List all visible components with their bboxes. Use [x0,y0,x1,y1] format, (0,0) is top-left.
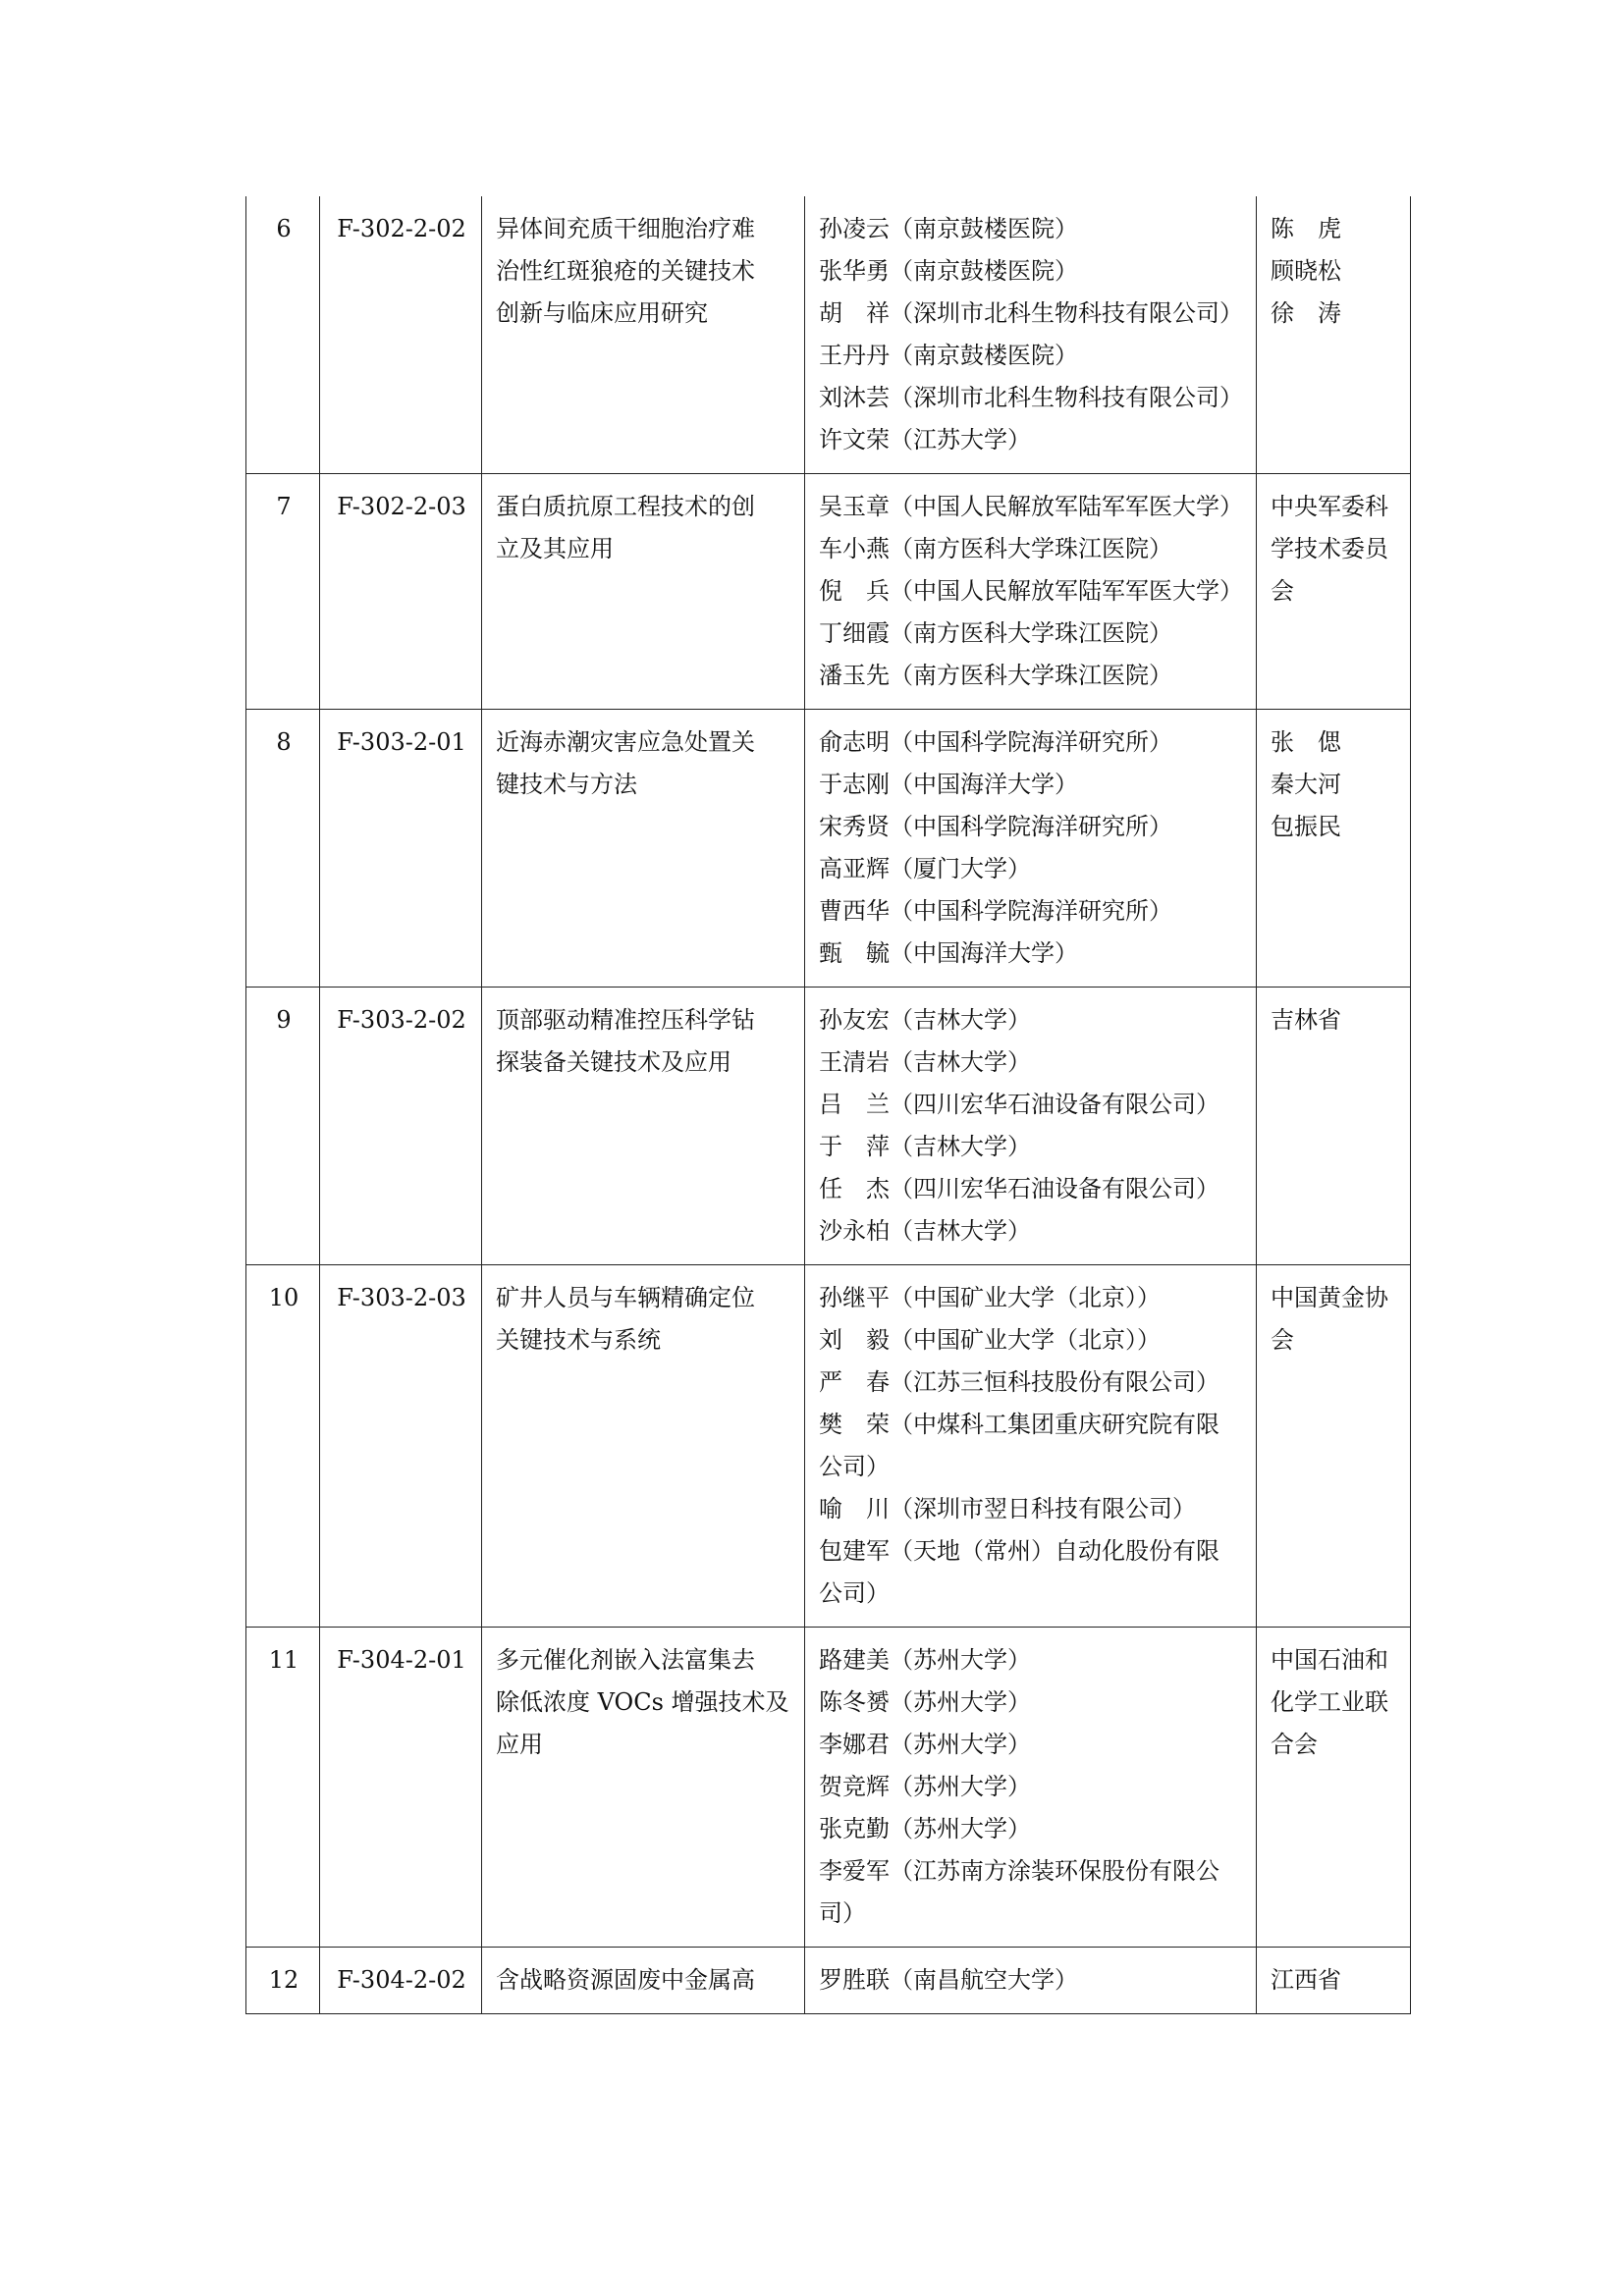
nominator-line: 江西省 [1271,1966,1341,1994]
project-name-line: 键技术与方法 [496,771,637,798]
main-completers [805,988,1257,1265]
completer-line: 李娜君（苏州大学） [819,1731,1031,1758]
completer-line: 王丹丹（南京鼓楼医院） [819,342,1078,369]
nominator [1257,710,1411,988]
completer-line: 车小燕（南方医科大学珠江医院） [819,535,1172,562]
nominator-line: 徐 涛 [1271,299,1341,327]
project-name-line: 矿井人员与车辆精确定位 [496,1284,755,1311]
project-code: F-302-2-03 [320,474,482,710]
completer-line: 俞志明（中国科学院海洋研究所） [819,728,1172,756]
completer-line: 罗胜联（南昌航空大学） [819,1966,1078,1994]
row-number: 7 [246,474,320,710]
completer-line: 陈冬赟（苏州大学） [819,1688,1031,1716]
nominator [1257,474,1411,710]
nominator [1257,196,1411,474]
project-name-line: 治性红斑狼疮的关键技术 [496,257,755,285]
project-name [482,988,805,1265]
project-code: F-304-2-02 [320,1948,482,2014]
row-number: 11 [246,1628,320,1948]
completer-line: 严 春（江苏三恒科技股份有限公司） [819,1368,1219,1396]
completer-line: 孙继平（中国矿业大学（北京）） [819,1284,1161,1311]
completer-line: 丁细霞（南方医科大学珠江医院） [819,619,1172,647]
completer-line: 于志刚（中国海洋大学） [819,771,1078,798]
table-row [246,1265,1411,1628]
main-completers [805,710,1257,988]
completer-line: 于 萍（吉林大学） [819,1133,1031,1160]
project-name-line: 探装备关键技术及应用 [496,1048,731,1076]
completer-line: 司） [819,1899,866,1927]
completer-line: 刘 毅（中国矿业大学（北京）） [819,1326,1161,1354]
project-name-line: 异体间充质干细胞治疗难 [496,215,755,242]
completer-line: 公司） [819,1579,890,1607]
main-completers [805,1628,1257,1948]
project-code: F-303-2-01 [320,710,482,988]
nominator-line: 学技术委员 [1271,535,1388,562]
completer-line: 包建军（天地（常州）自动化股份有限 [819,1537,1219,1565]
nominator [1257,988,1411,1265]
completer-line: 吴玉章（中国人民解放军陆军军医大学） [819,493,1243,520]
row-number: 6 [246,196,320,474]
main-completers [805,1265,1257,1628]
completer-line: 刘沐芸（深圳市北科生物科技有限公司） [819,384,1243,411]
table-row [246,1948,1411,2014]
nominator-line: 中国黄金协 [1271,1284,1388,1311]
project-name-line: 创新与临床应用研究 [496,299,708,327]
nominator-line: 中国石油和 [1271,1646,1388,1674]
project-name-line: 关键技术与系统 [496,1326,661,1354]
table-row [246,710,1411,988]
project-name-line: 应用 [496,1731,543,1758]
completer-line: 李爱军（江苏南方涂装环保股份有限公 [819,1857,1219,1885]
project-name-line: 除低浓度 VOCs 增强技术及 [496,1688,789,1716]
completer-line: 孙友宏（吉林大学） [819,1006,1031,1034]
nominator [1257,1948,1411,2014]
completer-line: 孙凌云（南京鼓楼医院） [819,215,1078,242]
completer-line: 沙永柏（吉林大学） [819,1217,1031,1245]
nominator-line: 顾晓松 [1271,257,1341,285]
nominator-line: 会 [1271,577,1294,605]
nominator-line: 张 偲 [1271,728,1341,756]
completer-line: 潘玉先（南方医科大学珠江医院） [819,662,1172,689]
nominator-line: 陈 虎 [1271,215,1341,242]
project-name-line: 含战略资源固废中金属高 [496,1966,755,1994]
project-name [482,196,805,474]
completer-line: 甄 毓（中国海洋大学） [819,939,1078,967]
project-name-line: 近海赤潮灾害应急处置关 [496,728,755,756]
project-name-line: 蛋白质抗原工程技术的创 [496,493,755,520]
project-name [482,1265,805,1628]
nominator-line: 化学工业联 [1271,1688,1388,1716]
table-row [246,196,1411,474]
project-name-line: 立及其应用 [496,535,614,562]
project-name [482,474,805,710]
project-code: F-303-2-02 [320,988,482,1265]
project-name [482,710,805,988]
table-row [246,474,1411,710]
project-code: F-303-2-03 [320,1265,482,1628]
completer-line: 公司） [819,1453,890,1480]
nominator [1257,1628,1411,1948]
main-completers [805,474,1257,710]
table-body [246,196,1411,2014]
row-number: 9 [246,988,320,1265]
completer-line: 贺竞辉（苏州大学） [819,1773,1031,1800]
main-completers [805,1948,1257,2014]
completer-line: 樊 荣（中煤科工集团重庆研究院有限 [819,1411,1219,1438]
completer-line: 宋秀贤（中国科学院海洋研究所） [819,813,1172,840]
completer-line: 张华勇（南京鼓楼医院） [819,257,1078,285]
main-completers [805,196,1257,474]
completer-line: 胡 祥（深圳市北科生物科技有限公司） [819,299,1243,327]
row-number: 8 [246,710,320,988]
nominator-line: 中央军委科 [1271,493,1388,520]
completer-line: 许文荣（江苏大学） [819,426,1031,454]
nominator-line: 合会 [1271,1731,1318,1758]
nominator-line: 会 [1271,1326,1294,1354]
award-table [245,196,1411,2014]
row-number: 10 [246,1265,320,1628]
row-number: 12 [246,1948,320,2014]
completer-line: 吕 兰（四川宏华石油设备有限公司） [819,1091,1219,1118]
nominator-line: 吉林省 [1271,1006,1341,1034]
completer-line: 任 杰（四川宏华石油设备有限公司） [819,1175,1219,1202]
project-code: F-304-2-01 [320,1628,482,1948]
project-name [482,1628,805,1948]
project-name [482,1948,805,2014]
nominator-line: 包振民 [1271,813,1341,840]
completer-line: 高亚辉（厦门大学） [819,855,1031,882]
table-row [246,988,1411,1265]
project-name-line: 多元催化剂嵌入法富集去 [496,1646,755,1674]
completer-line: 王清岩（吉林大学） [819,1048,1031,1076]
project-name-line: 顶部驱动精准控压科学钻 [496,1006,755,1034]
completer-line: 倪 兵（中国人民解放军陆军军医大学） [819,577,1243,605]
table-row [246,1628,1411,1948]
nominator [1257,1265,1411,1628]
completer-line: 曹西华（中国科学院海洋研究所） [819,897,1172,925]
completer-line: 喻 川（深圳市翌日科技有限公司） [819,1495,1196,1522]
completer-line: 张克勤（苏州大学） [819,1815,1031,1842]
project-code: F-302-2-02 [320,196,482,474]
completer-line: 路建美（苏州大学） [819,1646,1031,1674]
nominator-line: 秦大河 [1271,771,1341,798]
